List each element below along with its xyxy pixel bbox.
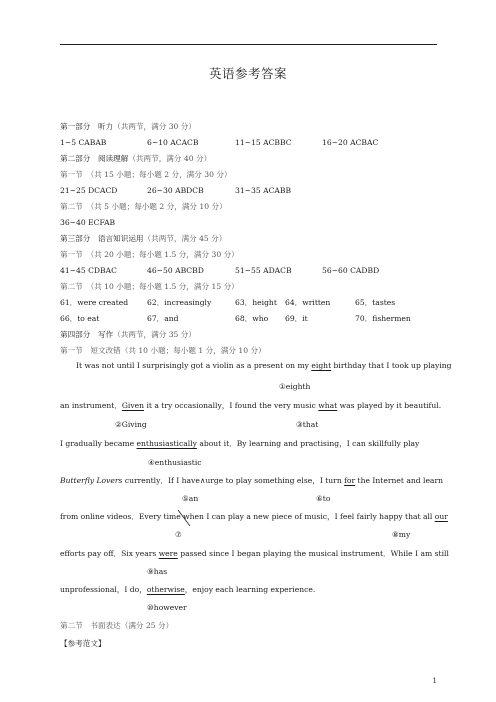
passage-line-6: efforts pay off．Six years were passed since I began playing the musical instrument．While I am still	[60, 549, 449, 558]
part4-heading: 第四部分 写作	[60, 330, 114, 339]
grammar-answer: 69．it	[285, 314, 308, 323]
correction-5: ⑤an	[182, 494, 199, 503]
answer-group: 26~30 ABDCB	[147, 186, 204, 195]
header-rule	[60, 44, 437, 45]
answer-group: 21~25 DCACD	[60, 186, 118, 195]
answer-group: 6~10 ACACB	[147, 138, 199, 147]
passage-line-7: unprofessional，I do，otherwise，enjoy each learning experience.	[60, 585, 316, 594]
answer-group: 16~20 ACBAC	[322, 138, 379, 147]
grammar-answer: 68．who	[235, 314, 269, 323]
grammar-answer: 62．increasingly	[147, 298, 212, 307]
song-title: Butterfly Lovers	[60, 476, 123, 485]
correction-7: ⑦	[175, 530, 182, 539]
page-number: 1	[432, 677, 437, 685]
passage-line-1: It was not until I surprisingly got a violin as a present on my eight birthday that I took up playing	[76, 361, 452, 370]
part2-section2: 第二节 （共 5 小题；每小题 2 分，满分 10 分）	[60, 202, 227, 211]
error-word: eight	[311, 361, 332, 370]
passage-line-4: Butterfly Lovers currently．If I have∧urge to play something else，I turn for the Internet and learn	[60, 476, 443, 485]
reading2-answer: 36~40 ECFAB	[60, 218, 116, 227]
answer-group: 31~35 ACABB	[235, 186, 292, 195]
sample-label: 【参考范文】	[60, 639, 106, 648]
error-word: enthusiastically	[136, 439, 197, 448]
correction-6: ⑥to	[316, 494, 331, 503]
correction-2: ②Giving	[115, 420, 147, 429]
correction-3: ③that	[296, 420, 319, 429]
part4-section1: 第一节 短文改错（共 10 小题；每小题 1 分，满分 10 分）	[60, 346, 266, 355]
grammar-answer: 70．fishermen	[355, 314, 411, 323]
answer-group: 11~15 ACBBC	[235, 138, 292, 147]
grammar-answer: 66．to eat	[60, 314, 100, 323]
part3-heading-line	[60, 235, 226, 243]
passage-line-5: from online videos．Every time when I can play a new piece of music，I feel fairly happy that all our	[60, 512, 448, 521]
correction-1: ①eighth	[279, 382, 311, 391]
part4-heading-line	[60, 331, 196, 339]
insert-caret: ∧	[199, 476, 206, 485]
error-word: were	[158, 549, 178, 558]
part1-heading-line	[60, 123, 196, 131]
part2-section1: 第一节 （共 15 小题；每小题 2 分，满分 30 分）	[60, 170, 232, 179]
part3-heading: 第三部分 语言知识运用	[60, 234, 144, 243]
delete-slash-mark	[176, 509, 198, 527]
part1-heading: 第一部分 听力	[60, 122, 114, 131]
correction-9: ⑨has	[147, 567, 168, 576]
answer-group: 1~5 CABAB	[60, 138, 107, 147]
part2-note: （共两节，满分 40 分）	[128, 154, 212, 163]
part2-heading: 第二部分 阅读理解	[60, 154, 129, 163]
passage-line-3: I gradually became enthusiastically about it．By learning and practising，I can skillfully play	[60, 439, 420, 448]
part3-note: （共两节，满分 45 分）	[143, 234, 227, 243]
part4-section2: 第二节 书面表达（满分 25 分）	[60, 621, 174, 630]
error-word: our	[434, 512, 448, 521]
part1-note: （共两节，满分 30 分）	[113, 122, 196, 131]
answer-group: 46~50 ABCBD	[147, 266, 204, 275]
part2-heading-line	[60, 155, 211, 163]
error-word: otherwise	[146, 585, 185, 594]
part3-section1: 第一节 （共 20 小题；每小题 1.5 分，满分 30 分）	[60, 250, 239, 259]
answer-group: 41~45 CDBAC	[60, 266, 117, 275]
correction-8: ⑧my	[392, 530, 411, 539]
grammar-answer: 67．and	[147, 314, 179, 323]
grammar-answer: 65．tastes	[355, 298, 396, 307]
error-word: Given	[121, 401, 145, 410]
correction-10: ⑩however	[147, 603, 187, 612]
part4-note: （共两节，满分 35 分）	[113, 330, 196, 339]
answer-group: 51~55 ADACB	[235, 266, 292, 275]
grammar-answer: 63．height	[235, 298, 277, 307]
grammar-answer: 61．were created	[60, 298, 129, 307]
error-word: for	[344, 476, 356, 485]
correction-4: ④enthusiastic	[148, 458, 202, 467]
part3-section2: 第二节 （共 10 小题；每小题 1.5 分，满分 15 分）	[60, 282, 239, 291]
answer-group: 56~60 CADBD	[322, 266, 380, 275]
passage-line-2: an instrument．Given it a try occasionally，I found the very music what was played by it beautiful.	[60, 401, 442, 410]
grammar-answer: 64．written	[285, 298, 331, 307]
page-title: 英语参考答案	[208, 66, 287, 81]
error-word: what	[318, 401, 338, 410]
deleted-word: when	[183, 512, 204, 521]
